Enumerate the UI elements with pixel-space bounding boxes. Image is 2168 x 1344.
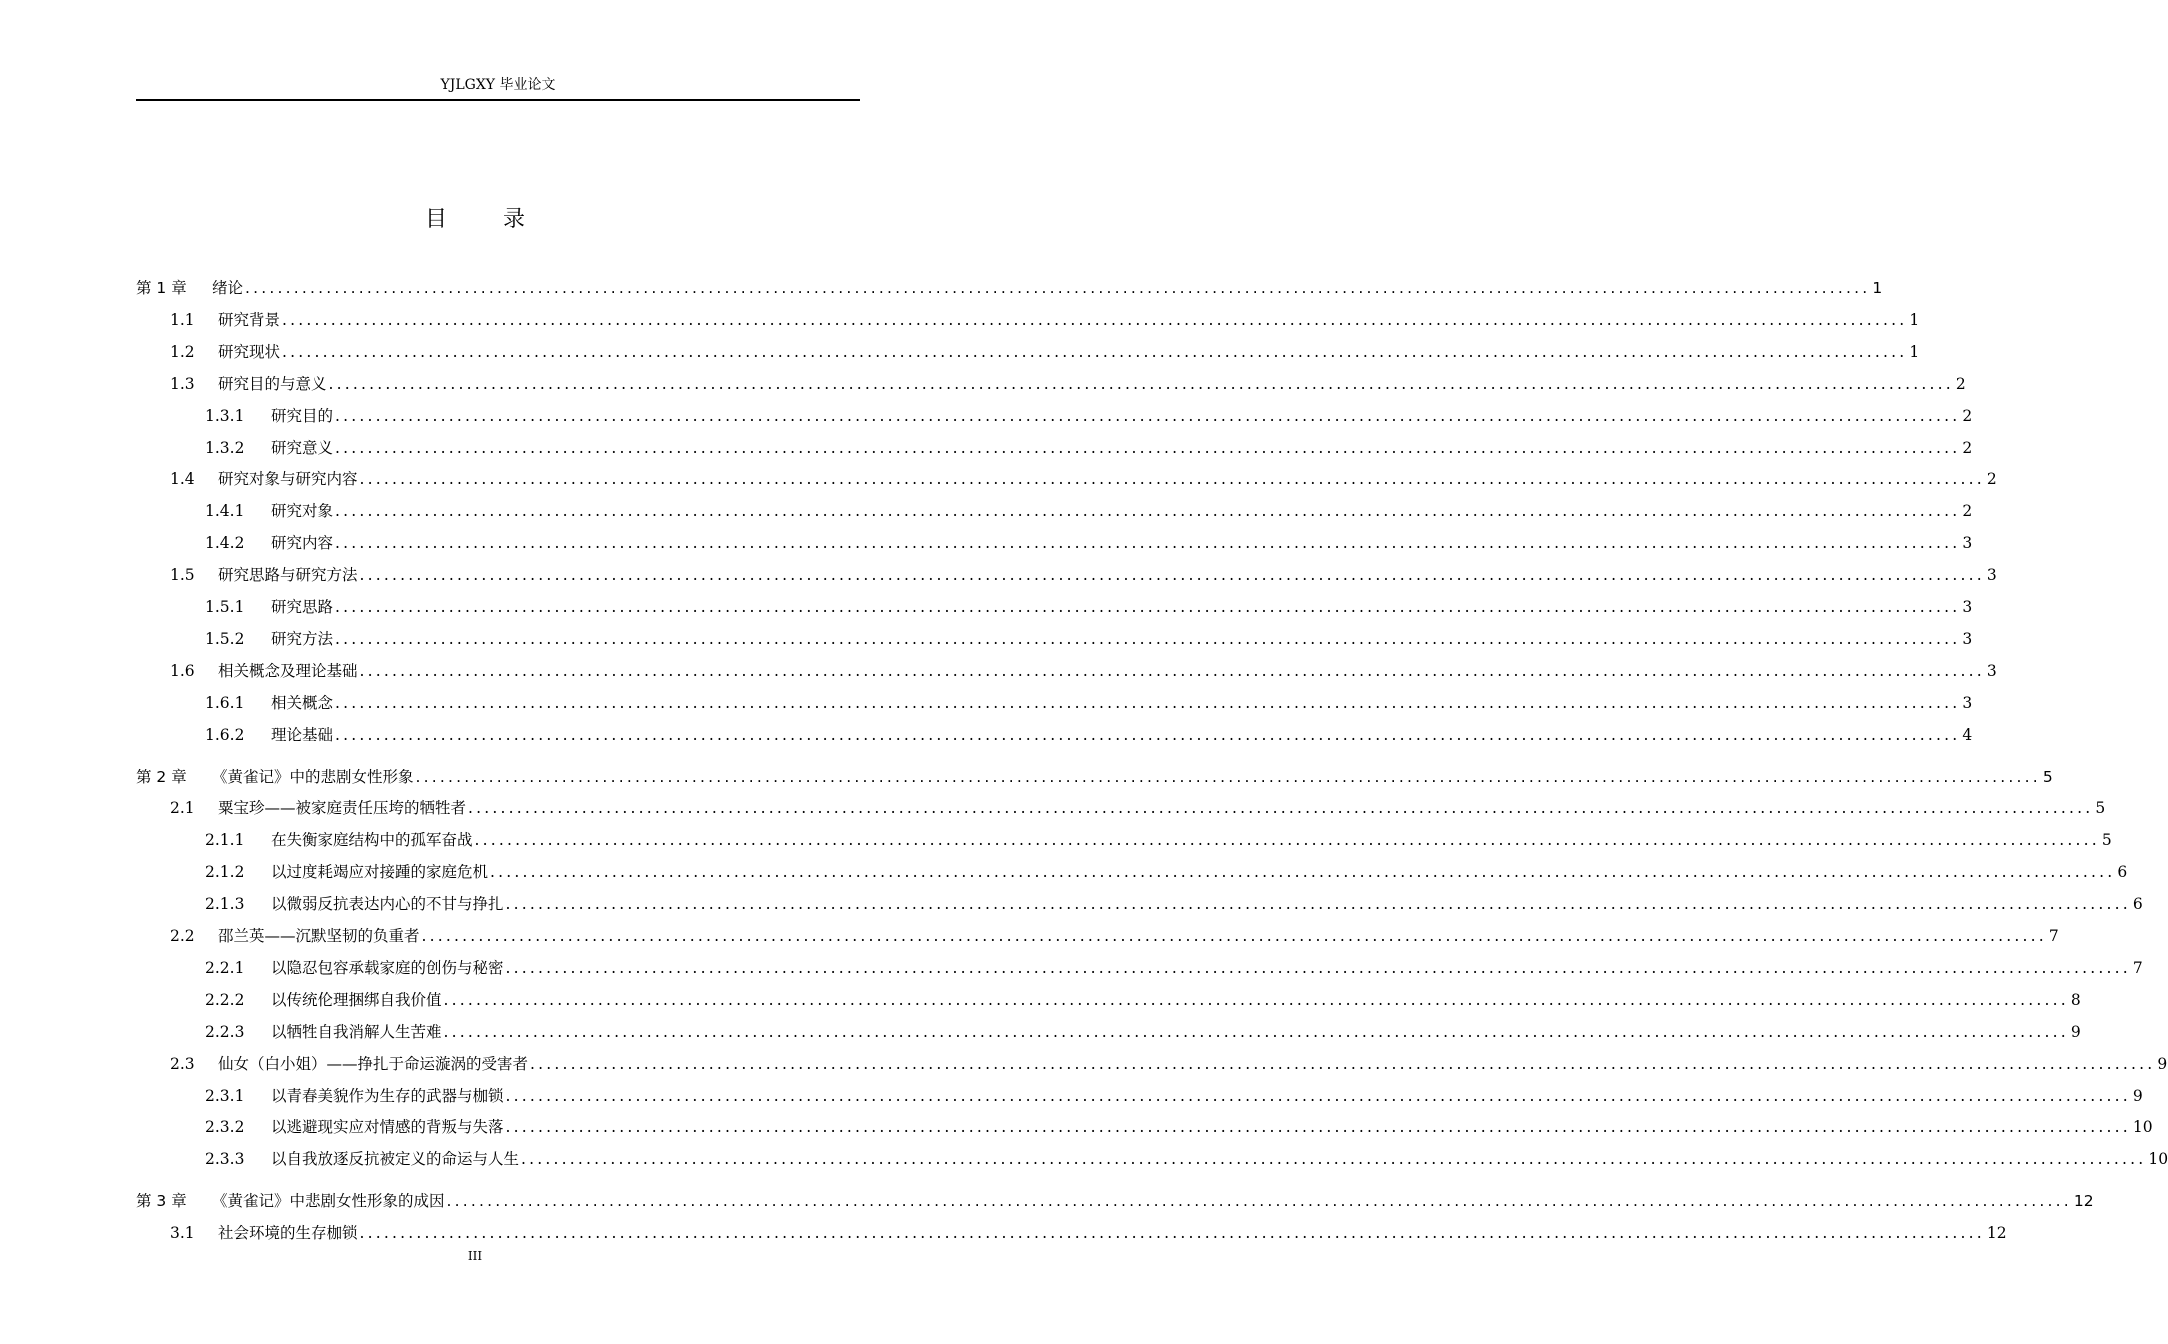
toc-leader-dots: ........................................................................................................................................................................................................ [359,1224,1985,1243]
toc-entry-title: 研究意义 [271,438,334,457]
toc-entry-page: 9 [2132,1086,2143,1105]
toc-entry[interactable] [170,564,1997,586]
toc-entry-number: 1.5.1 [205,598,245,616]
toc-entry[interactable] [205,829,2112,851]
toc-entry-number: 2.1.1 [205,831,245,850]
toc-entry-number: 1.4.2 [205,534,245,553]
toc-entry-page: 10 [2132,1118,2153,1137]
toc-entry[interactable] [136,1190,2094,1212]
toc-entry[interactable] [170,468,1997,490]
toc-entry[interactable] [170,341,1920,363]
toc-entry-page: 9 [2157,1054,2168,1073]
toc-entry-page: 7 [2048,927,2059,945]
toc-entry-number: 1.6.1 [205,693,245,712]
toc-leader-dots: ........................................................................................................................................................................................................ [505,958,2131,977]
toc-entry-page: 5 [2095,799,2106,818]
toc-entry-page: 3 [1962,598,1973,616]
toc-entry-title: 研究思路 [271,598,334,616]
toc-entry-number: 2.2.3 [205,1022,245,1041]
toc-entry-number: 2.3.2 [205,1118,245,1137]
toc-entry-title: 邵兰英——沉默坚韧的负重者 [218,927,420,945]
toc-leader-dots: ........................................................................................................................................................................................................ [421,927,2047,945]
toc-entry[interactable] [205,1116,2153,1138]
toc-leader-dots: ........................................................................................................................................................................................................ [335,438,1961,457]
toc-entry-title: 《黄雀记》中的悲剧女性形象 [212,767,414,786]
toc-entry[interactable] [136,277,1883,299]
toc-entry-number: 1.4.1 [205,502,245,521]
toc-entry-page: 7 [2132,958,2143,977]
toc-entry-page: 2 [1955,374,1966,393]
toc-entry-number: 1.3.1 [205,406,245,425]
toc-entry-number: 1.3.2 [205,438,245,457]
toc-leader-dots: ........................................................................................................................................................................................................ [443,1022,2069,1041]
toc-entry-page: 3 [1986,661,1997,680]
toc-leader-dots: ........................................................................................................................................................................................................ [415,767,2041,786]
toc-entry-page: 12 [2073,1192,2094,1211]
toc-leader-dots: ........................................................................................................................................................................................................ [505,1086,2131,1105]
toc-entry[interactable] [170,1053,2168,1075]
toc-entry-number: 3.1 [170,1224,195,1243]
toc-entry-page: 12 [1986,1224,2007,1243]
toc-leader-dots: ........................................................................................................................................................................................................ [490,863,2116,882]
toc-entry-number: 2.1.2 [205,863,245,882]
toc-entry-title: 绪论 [212,279,244,297]
toc-leader-dots: ........................................................................................................................................................................................................ [530,1054,2156,1073]
page-header: YJLGXY 毕业论文 [440,77,556,93]
toc-entry-number: 第 2 章 [136,767,187,786]
toc-entry-title: 以逃避现实应对情感的背叛与失落 [271,1118,504,1137]
toc-entry[interactable] [205,628,1973,650]
toc-entry-title: 研究对象与研究内容 [218,470,358,489]
toc-leader-dots: ........................................................................................................................................................................................................ [335,693,1961,712]
toc-entry-title: 相关概念及理论基础 [218,661,358,680]
toc-entry-number: 2.3.1 [205,1086,245,1105]
toc-entry-title: 研究目的 [271,406,334,425]
toc-leader-dots: ........................................................................................................................................................................................................ [282,342,1908,361]
toc-entry-title: 以青春美貌作为生存的武器与枷锁 [271,1086,504,1105]
toc-entry-number: 1.1 [170,310,195,329]
toc-leader-dots: ........................................................................................................................................................................................................ [335,629,1961,648]
toc-entry[interactable] [170,797,2106,819]
toc-leader-dots: ........................................................................................................................................................................................................ [474,831,2100,850]
toc-entry-number: 2.1 [170,799,195,818]
page-number: III [467,1249,483,1263]
toc-entry[interactable] [170,309,1920,331]
toc-entry[interactable] [205,1085,2143,1107]
toc-entry-title: 社会环境的生存枷锁 [218,1224,358,1243]
toc-entry-page: 10 [2148,1150,2168,1169]
toc-leader-dots: ........................................................................................................................................................................................................ [468,799,2094,818]
toc-entry-number: 2.3.3 [205,1150,245,1169]
toc-entry-page: 3 [1962,534,1973,553]
toc-entry-title: 粟宝珍——被家庭责任压垮的牺牲者 [218,799,467,818]
toc-leader-dots: ........................................................................................................................................................................................................ [443,990,2069,1009]
toc-leader-dots: ........................................................................................................................................................................................................ [446,1192,2072,1211]
toc-leader-dots: ........................................................................................................................................................................................................ [359,566,1985,585]
toc-entry[interactable] [170,1222,2007,1244]
toc-entry-title: 理论基础 [271,725,334,744]
toc-leader-dots: ........................................................................................................................................................................................................ [359,661,1985,680]
toc-leader-dots: ........................................................................................................................................................................................................ [328,374,1954,393]
toc-entry[interactable] [205,1021,2081,1043]
toc-entry[interactable] [205,405,1973,427]
toc-entry-page: 2 [1962,438,1973,457]
toc-entry-number: 1.6.2 [205,725,245,744]
toc-entry-number: 1.6 [170,661,195,680]
toc-leader-dots: ........................................................................................................................................................................................................ [245,279,1871,297]
toc-entry-title: 以牺牲自我消解人生苦难 [271,1022,442,1041]
toc-entry-page: 1 [1872,279,1883,297]
toc-entry-page: 2 [1962,406,1973,425]
toc-entry-number: 2.3 [170,1054,195,1073]
toc-entry-page: 9 [2070,1022,2081,1041]
toc-entry-number: 1.2 [170,342,195,361]
toc-leader-dots: ........................................................................................................................................................................................................ [505,895,2131,914]
toc-entry[interactable] [205,692,1973,714]
toc-entry-title: 以隐忍包容承载家庭的创伤与秘密 [271,958,504,977]
toc-entry-number: 第 1 章 [136,279,187,297]
toc-entry[interactable] [205,532,1973,554]
toc-entry-title: 相关概念 [271,693,334,712]
toc-entry-page: 1 [1909,310,1920,329]
toc-entry-page: 4 [1962,725,1973,744]
toc-entry-title: 研究目的与意义 [218,374,327,393]
toc-entry-page: 5 [2042,767,2053,786]
toc-entry-number: 第 3 章 [136,1192,187,1211]
toc-entry-page: 5 [2101,831,2112,850]
toc-entry-number: 1.5.2 [205,629,245,648]
toc-leader-dots: ........................................................................................................................................................................................................ [282,310,1908,329]
toc-entry-number: 1.4 [170,470,195,489]
toc-entry-title: 以自我放逐反抗被定义的命运与人生 [271,1150,520,1169]
toc-entry-title: 在失衡家庭结构中的孤军奋战 [271,831,473,850]
toc-entry-title: 以传统伦理捆绑自我价值 [271,990,442,1009]
toc-entry-number: 2.2.2 [205,990,245,1009]
toc-leader-dots: ........................................................................................................................................................................................................ [359,470,1985,489]
toc-entry-title: 研究现状 [218,342,281,361]
toc-entry-page: 2 [1986,470,1997,489]
toc-entry-number: 2.2 [170,927,195,945]
toc-entry[interactable] [205,437,1973,459]
toc-entry-title: 研究思路与研究方法 [218,566,358,585]
toc-entry-page: 8 [2070,990,2081,1009]
toc-entry[interactable] [205,957,2143,979]
toc-entry-number: 2.1.3 [205,895,245,914]
toc-entry-title: 以微弱反抗表达内心的不甘与挣扎 [271,895,504,914]
toc-entry-title: 研究内容 [271,534,334,553]
toc-entry-page: 3 [1962,629,1973,648]
toc-entry-page: 2 [1962,502,1973,521]
toc-entry-page: 6 [2132,895,2143,914]
toc-entry-number: 1.3 [170,374,195,393]
toc-entry-title: 仙女（白小姐）——挣扎于命运漩涡的受害者 [218,1054,529,1073]
toc-entry[interactable] [205,989,2081,1011]
toc-entry-number: 2.2.1 [205,958,245,977]
toc-entry-page: 6 [2117,863,2128,882]
toc-leader-dots: ........................................................................................................................................................................................................ [335,534,1961,553]
toc-entry-page: 3 [1986,566,1997,585]
toc-leader-dots: ........................................................................................................................................................................................................ [335,598,1961,616]
toc-entry[interactable] [205,500,1973,522]
toc-entry-number: 1.5 [170,566,195,585]
toc-entry[interactable] [205,724,1973,746]
toc-entry[interactable] [205,596,1973,618]
toc-entry-page: 1 [1909,342,1920,361]
toc-leader-dots: ........................................................................................................................................................................................................ [335,406,1961,425]
toc-entry-title: 《黄雀记》中悲剧女性形象的成因 [212,1192,445,1211]
toc-entry-title: 研究方法 [271,629,334,648]
toc-entry[interactable] [205,893,2143,915]
toc-entry-title: 以过度耗竭应对接踵的家庭危机 [271,863,489,882]
toc-leader-dots: ........................................................................................................................................................................................................ [335,725,1961,744]
toc-entry-title: 研究对象 [271,502,334,521]
toc-entry[interactable] [205,1148,2168,1170]
toc-leader-dots: ........................................................................................................................................................................................................ [505,1118,2131,1137]
toc-entry[interactable] [205,861,2128,883]
toc-entry[interactable] [170,925,2059,947]
toc-entry-page: 3 [1962,693,1973,712]
toc-entry-title: 研究背景 [218,310,281,329]
toc-title-char-2: 录 [503,207,526,232]
toc-entry[interactable] [136,766,2053,788]
toc-entry[interactable] [170,373,1966,395]
toc-leader-dots: ........................................................................................................................................................................................................ [335,502,1961,521]
toc-entry[interactable] [170,660,1997,682]
toc-title-char-1: 目 [424,207,447,232]
toc-leader-dots: ........................................................................................................................................................................................................ [521,1150,2147,1169]
